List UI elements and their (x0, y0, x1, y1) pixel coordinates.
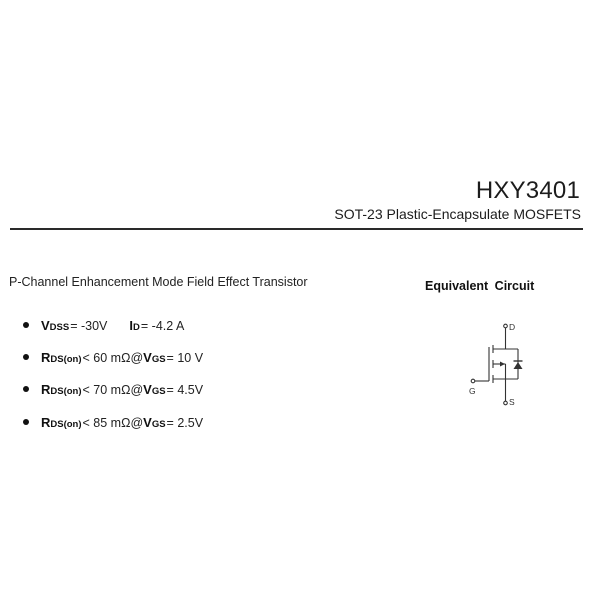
vgs-value: = 4.5V (166, 383, 204, 397)
bullet-icon (23, 354, 29, 360)
symbol-v: V (143, 415, 152, 430)
symbol-r: R (41, 382, 51, 397)
subscript-dson: DS(on) (50, 419, 82, 430)
body-diode-icon (514, 362, 523, 369)
p-channel-mosfet-icon (460, 318, 540, 413)
subscript-gs: GS (151, 419, 166, 430)
subscript-dss: DSS (49, 322, 70, 333)
symbol-v: V (143, 350, 152, 365)
vgs-value: = 10 V (166, 351, 204, 365)
device-description: P-Channel Enhancement Mode Field Effect Transistor (9, 275, 308, 289)
vdss-value: = -30V (70, 319, 108, 333)
gate-label: G (469, 386, 476, 396)
subscript-gs: GS (151, 354, 166, 365)
channel-arrow-icon (500, 362, 505, 367)
subscript-gs: GS (151, 386, 166, 397)
bullet-icon (23, 322, 29, 328)
package-subtitle: SOT-23 Plastic-Encapsulate MOSFETS (334, 206, 581, 222)
rdson-value: < 70 mΩ@ (82, 383, 144, 397)
vgs-value: = 2.5V (166, 416, 204, 430)
symbol-r: R (41, 350, 51, 365)
symbol-r: R (41, 415, 51, 430)
source-terminal-icon (504, 401, 508, 405)
feature-item-rdson-2.5v (23, 415, 203, 433)
feature-item-rdson-10v (23, 350, 203, 368)
source-label: S (509, 397, 515, 407)
equivalent-circuit-title: Equivalent Circuit (425, 279, 535, 293)
subscript-dson: DS(on) (50, 354, 82, 365)
drain-label: D (509, 322, 516, 332)
gate-terminal-icon (471, 379, 475, 383)
feature-item-vdss-id (23, 318, 184, 336)
subscript-d: D (133, 322, 140, 333)
drain-terminal-icon (504, 324, 508, 328)
subscript-dson: DS(on) (50, 386, 82, 397)
rdson-value: < 60 mΩ@ (82, 351, 144, 365)
part-number: HXY3401 (475, 177, 580, 204)
bullet-icon (23, 419, 29, 425)
bullet-icon (23, 386, 29, 392)
rdson-value: < 85 mΩ@ (82, 416, 144, 430)
symbol-i: I (129, 318, 134, 333)
feature-item-rdson-4.5v (23, 382, 203, 400)
id-value: = -4.2 A (140, 319, 185, 333)
symbol-v: V (41, 318, 50, 333)
symbol-v: V (143, 382, 152, 397)
